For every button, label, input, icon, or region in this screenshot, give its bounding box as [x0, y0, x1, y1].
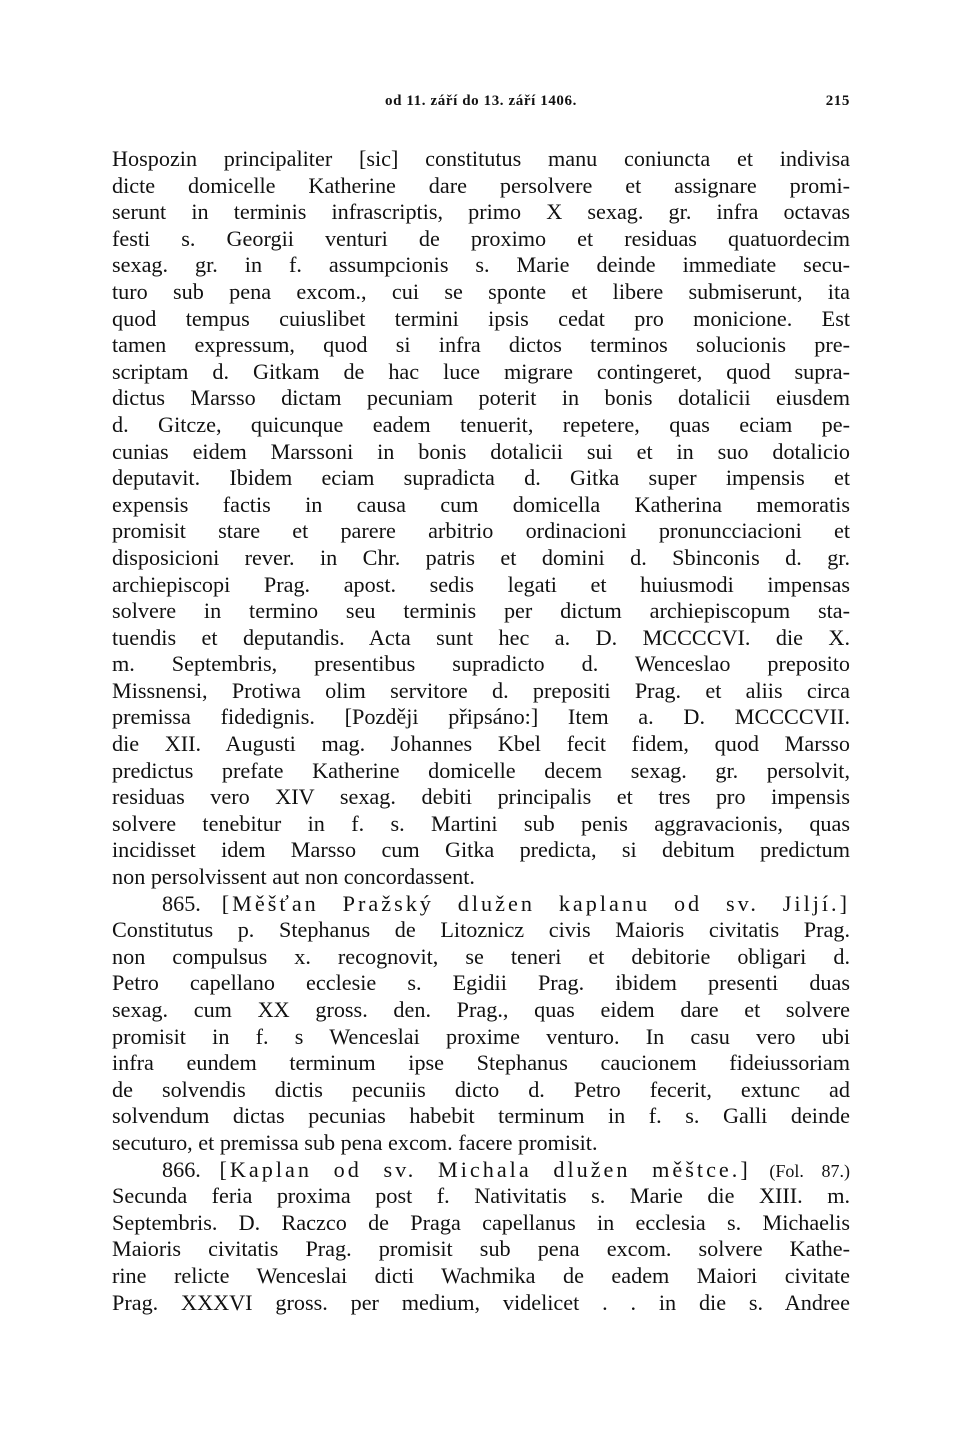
text-line: dicte domicelle Katherine dare persolvere et assignare promi-	[112, 172, 850, 198]
text-line: incidisset idem Marsso cum Gitka predicta, si debitum predictum	[112, 837, 850, 863]
entry-number: 865.	[162, 890, 201, 916]
text-line: die XII. Augusti mag. Johannes Kbel fecit fidem, quod Marsso	[112, 731, 850, 757]
paragraph-continuation	[112, 146, 850, 891]
text-line: Hospozin principaliter [sic] constitutus manu coniuncta et indivisa	[112, 146, 850, 171]
folio-reference: (Fol. 87.)	[769, 1160, 850, 1181]
text-line: serunt in terminis infrascriptis, primo X sexag. gr. infra octavas	[112, 199, 850, 225]
text-line: archiepiscopi Prag. apost. sedis legati et huiusmodi impensas	[112, 571, 850, 597]
text-line: disposicioni rever. in Chr. patris et domini d. Sbinconis d. gr.	[112, 544, 850, 570]
text-line: non persolvissent aut non concordassent.	[112, 864, 475, 890]
text-line: expensis factis in causa cum domicella Katherina memoratis	[112, 491, 850, 517]
entry-heading-line	[112, 891, 850, 918]
text-body	[112, 146, 850, 1316]
entry-heading-line	[112, 1157, 850, 1184]
text-line: m. Septembris, presentibus supradicto d. Wenceslao preposito	[112, 651, 850, 677]
entry-866	[112, 1157, 850, 1317]
text-line: deputavit. Ibidem eciam supradicta d. Gitka super impensis et	[112, 465, 850, 491]
entry-number: 866.	[162, 1156, 201, 1182]
text-line: Maioris civitatis Prag. promisit sub pena excom. solvere Kathe-	[112, 1236, 850, 1262]
entry-heading: [Kaplan od sv. Michala dlužen měštce.]	[219, 1156, 751, 1182]
text-line: sexag. cum XX gross. den. Prag., quas eidem dare et solvere	[112, 997, 850, 1022]
text-line: tuendis et deputandis. Acta sunt hec a. D. MCCCCVI. die X.	[112, 624, 850, 650]
entry-heading: [Měšťan Pražský dlužen kaplanu od sv. Jiljí.]	[221, 890, 850, 916]
text-line: dictus Marsso dictam pecuniam poterit in bonis dotalicii eiusdem	[112, 385, 850, 411]
text-line: infra eundem terminum ipse Stephanus caucionem fideiussoriam	[112, 1050, 850, 1076]
text-line: non compulsus x. recognovit, se teneri et debitorie obligari d.	[112, 943, 850, 969]
text-line: Prag. XXXVI gross. per medium, videlicet . . in die s. Andree	[112, 1289, 850, 1315]
running-header	[112, 93, 850, 115]
text-line: sexag. gr. in f. assumpcionis s. Marie deinde immediate secu-	[112, 252, 850, 278]
text-line: Septembris. D. Raczco de Praga capellanus in ecclesia s. Michaelis	[112, 1209, 850, 1235]
text-line: cunias eidem Marssoni in bonis dotalicii sui et in suo dotalicio	[112, 438, 850, 464]
text-line: turo sub pena excom., cui se sponte et libere submiserunt, ita	[112, 278, 850, 304]
text-line: promisit stare et parere arbitrio ordinacioni pronuncciacioni et	[112, 518, 850, 544]
text-line: quod tempus cuiuslibet termini ipsis cedat pro monicione. Est	[112, 305, 850, 331]
page-number: 215	[825, 93, 850, 109]
text-line: Missnensi, Protiwa olim servitore d. prepositi Prag. et aliis circa	[112, 677, 850, 703]
entry-865	[112, 891, 850, 1157]
text-line: Petro capellano ecclesie s. Egidii Prag. ibidem presenti duas	[112, 970, 850, 996]
text-line: tamen expressum, quod si infra dictos terminos solucionis pre-	[112, 332, 850, 358]
running-title: od 11. září do 13. září 1406.	[385, 93, 577, 109]
text-line: solvere tenebitur in f. s. Martini sub penis aggravacionis, quas	[112, 810, 850, 836]
text-line: solvendum dictas pecunias habebit terminum in f. s. Galli deinde	[112, 1103, 850, 1129]
text-line: Secunda feria proxima post f. Nativitatis s. Marie die XIII. m.	[112, 1183, 850, 1209]
text-line: festi s. Georgii venturi de proximo et residuas quatuordecim	[112, 225, 850, 251]
text-line: secuturo, et premissa sub pena excom. facere promisit.	[112, 1129, 598, 1155]
text-line: residuas vero XIV sexag. debiti principalis et tres pro impensis	[112, 784, 850, 810]
text-line: rine relicte Wenceslai dicti Wachmika de eadem Maiori civitate	[112, 1262, 850, 1288]
text-line: solvere in termino seu terminis per dictum archiepiscopum sta-	[112, 598, 850, 624]
text-line: predictus prefate Katherine domicelle decem sexag. gr. persolvit,	[112, 757, 850, 783]
text-line: promisit in f. s Wenceslai proxime venturo. In casu vero ubi	[112, 1023, 850, 1049]
text-line: scriptam d. Gitkam de hac luce migrare contingeret, quod supra-	[112, 358, 850, 384]
text-line: d. Gitcze, quicunque eadem tenuerit, repetere, quas eciam pe-	[112, 411, 850, 437]
text-line: premissa fidedignis. [Později připsáno:] Item a. D. MCCCCVII.	[112, 704, 850, 730]
text-line: de solvendis dictis pecuniis dicto d. Petro fecerit, extunc ad	[112, 1076, 850, 1102]
text-line: Constitutus p. Stephanus de Litoznicz civis Maioris civitatis Prag.	[112, 917, 850, 943]
